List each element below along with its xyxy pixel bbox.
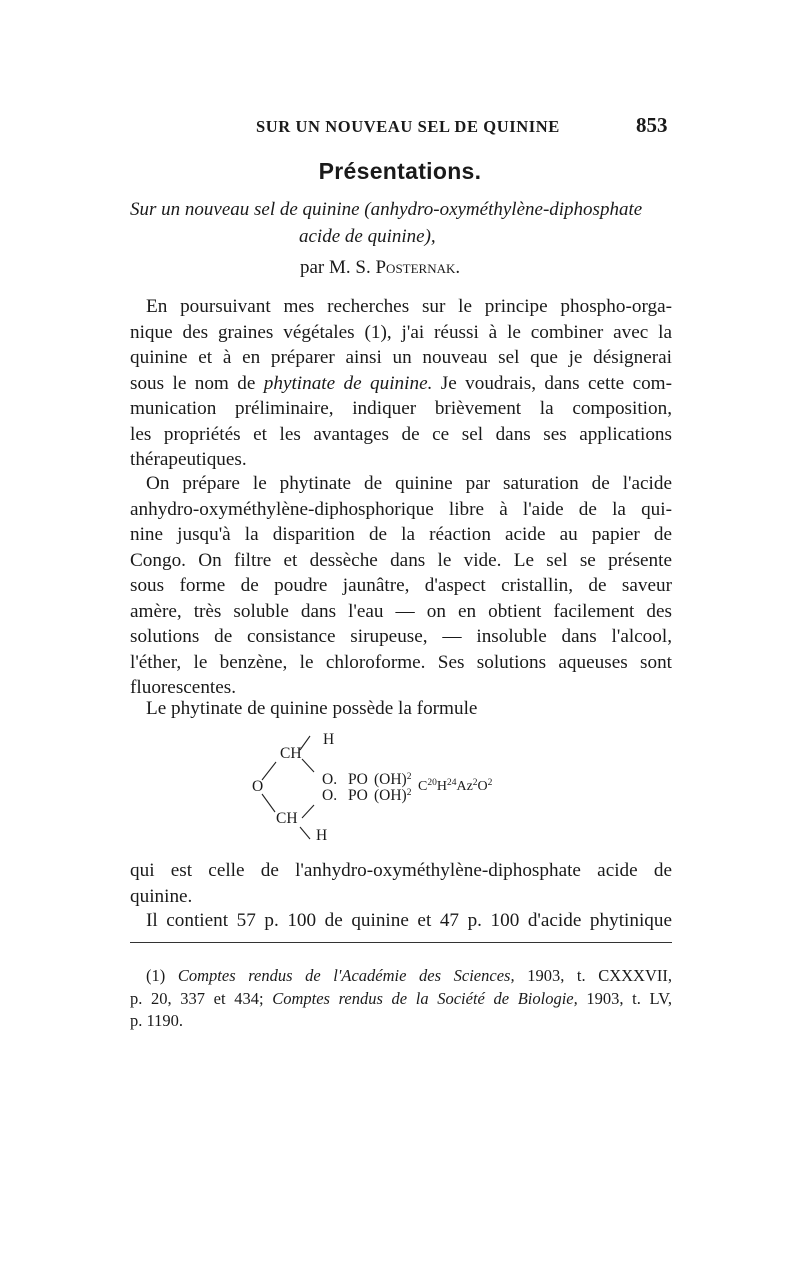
text-line: thérapeutiques. [130, 449, 247, 470]
bond-line [302, 759, 314, 772]
formula-subscript: 2 [406, 772, 412, 782]
text-line: solutions de consistance sirupeuse, — insoluble dans l'alcool, [130, 626, 672, 647]
text-line: fluorescentes. [130, 677, 237, 698]
formula-subscript: 2 [472, 778, 478, 788]
formula-subscript: 2 [487, 778, 493, 788]
formula-text: (OH) [374, 771, 407, 788]
text-line: amère, très soluble dans l'eau — on en obtient facilement des [130, 600, 672, 622]
formula-oh-bottom [374, 787, 411, 805]
formula-text: C [418, 779, 428, 794]
paragraph-1 [130, 294, 672, 473]
footnote-citation: Comptes rendus de la Société de Biologie, [272, 988, 578, 1008]
article-title-line-1: Sur un nouveau sel de quinine (anhydro-oxyméthylène-diphosphate [130, 199, 643, 220]
footnote-text: 1903, t. CXXXVII, [527, 966, 673, 985]
text-line: sous forme de poudre jaunâtre, d'aspect cristallin, de saveur [130, 575, 672, 596]
bond-line [302, 805, 314, 818]
paragraph-3 [130, 696, 672, 722]
formula-quinine [418, 779, 492, 795]
author-name: Posternak. [375, 257, 461, 278]
formula-text: Az [456, 779, 473, 794]
footnote-rule [130, 942, 672, 943]
text-line: Le phytinate de quinine possède la formule [146, 698, 478, 719]
formula-ch-top: CH [280, 745, 302, 762]
footnote-line [130, 965, 672, 988]
footnote-text: p. 20, 337 et 434; [130, 988, 264, 1008]
text-segment: sous le nom de [130, 372, 256, 394]
text-segment: Je voudrais, dans cette com- [440, 372, 672, 394]
byline [300, 257, 460, 279]
formula-text: H [436, 779, 447, 794]
formula-subscript: 20 [427, 778, 437, 788]
paragraph-4 [130, 858, 672, 909]
italic-term: phytinate de quinine. [263, 372, 433, 394]
formula-ch-bottom: CH [276, 810, 298, 827]
text-line: Il contient 57 p. 100 de quinine et 47 p. 100 d'acide phytinique [146, 910, 672, 931]
article-title-line-2: acide de quinine), [299, 226, 436, 247]
formula-subscript: 24 [446, 778, 457, 788]
text-line: qui est celle de l'anhydro-oxyméthylène-diphosphate acide de [130, 860, 672, 881]
text-line: nine jusqu'à la disparition de la réaction acide au papier de [130, 524, 672, 545]
text-line: quinine et à en préparer ainsi un nouveau sel que je désignerai [130, 347, 672, 368]
text-line: l'éther, le benzène, le chloroforme. Ses solutions aqueuses sont [130, 651, 672, 673]
formula-po-top: PO [348, 771, 368, 788]
formula-subscript: 2 [406, 788, 412, 798]
footnote-line [130, 988, 672, 1011]
text-line: anhydro-oxyméthylène-diphosphorique libre à l'aide de la qui- [130, 498, 672, 520]
text-line: On prépare le phytinate de quinine par saturation de l'acide [146, 473, 672, 494]
bond-line [300, 827, 310, 839]
section-title: Présentations. [318, 158, 482, 184]
byline-prefix: par M. S. [300, 257, 371, 278]
paragraph-2 [130, 471, 672, 701]
footnote-marker: (1) [146, 966, 166, 985]
text-line: quinine. [130, 885, 193, 907]
formula-h-top: H [323, 731, 335, 748]
formula-o-top: O. [322, 771, 338, 788]
text-line: Congo. On filtre et dessèche dans le vide. Le sel se présente [130, 549, 672, 571]
paragraph-5 [130, 908, 672, 934]
formula-o-ring: O [252, 778, 264, 795]
formula-h-bottom: H [316, 827, 328, 844]
text-line [130, 371, 672, 397]
text-line: nique des graines végétales (1), j'ai réussi à le combiner avec la [130, 321, 672, 343]
bond-line [262, 794, 275, 812]
footnote-citation: Comptes rendus de l'Académie des Sciences, [177, 966, 515, 985]
chemical-formula [240, 728, 570, 848]
formula-text: O [477, 779, 488, 794]
running-header: SUR UN NOUVEAU SEL DE QUININE [256, 117, 560, 136]
text-line: munication préliminaire, indiquer brièvement la composition, [130, 398, 672, 419]
footnote-text: 1903, t. LV, [586, 988, 672, 1008]
text-line: En poursuivant mes recherches sur le principe phospho-orga- [146, 296, 672, 317]
bond-line [262, 762, 276, 780]
formula-text: (OH) [374, 787, 407, 804]
footnote-line: p. 1190. [130, 1011, 184, 1030]
footnote [130, 965, 672, 1033]
formula-o-bottom: O. [322, 787, 338, 804]
page-number: 853 [636, 113, 668, 137]
text-line: les propriétés et les avantages de ce sel dans ses applications [130, 423, 672, 445]
formula-po-bottom: PO [348, 787, 368, 804]
